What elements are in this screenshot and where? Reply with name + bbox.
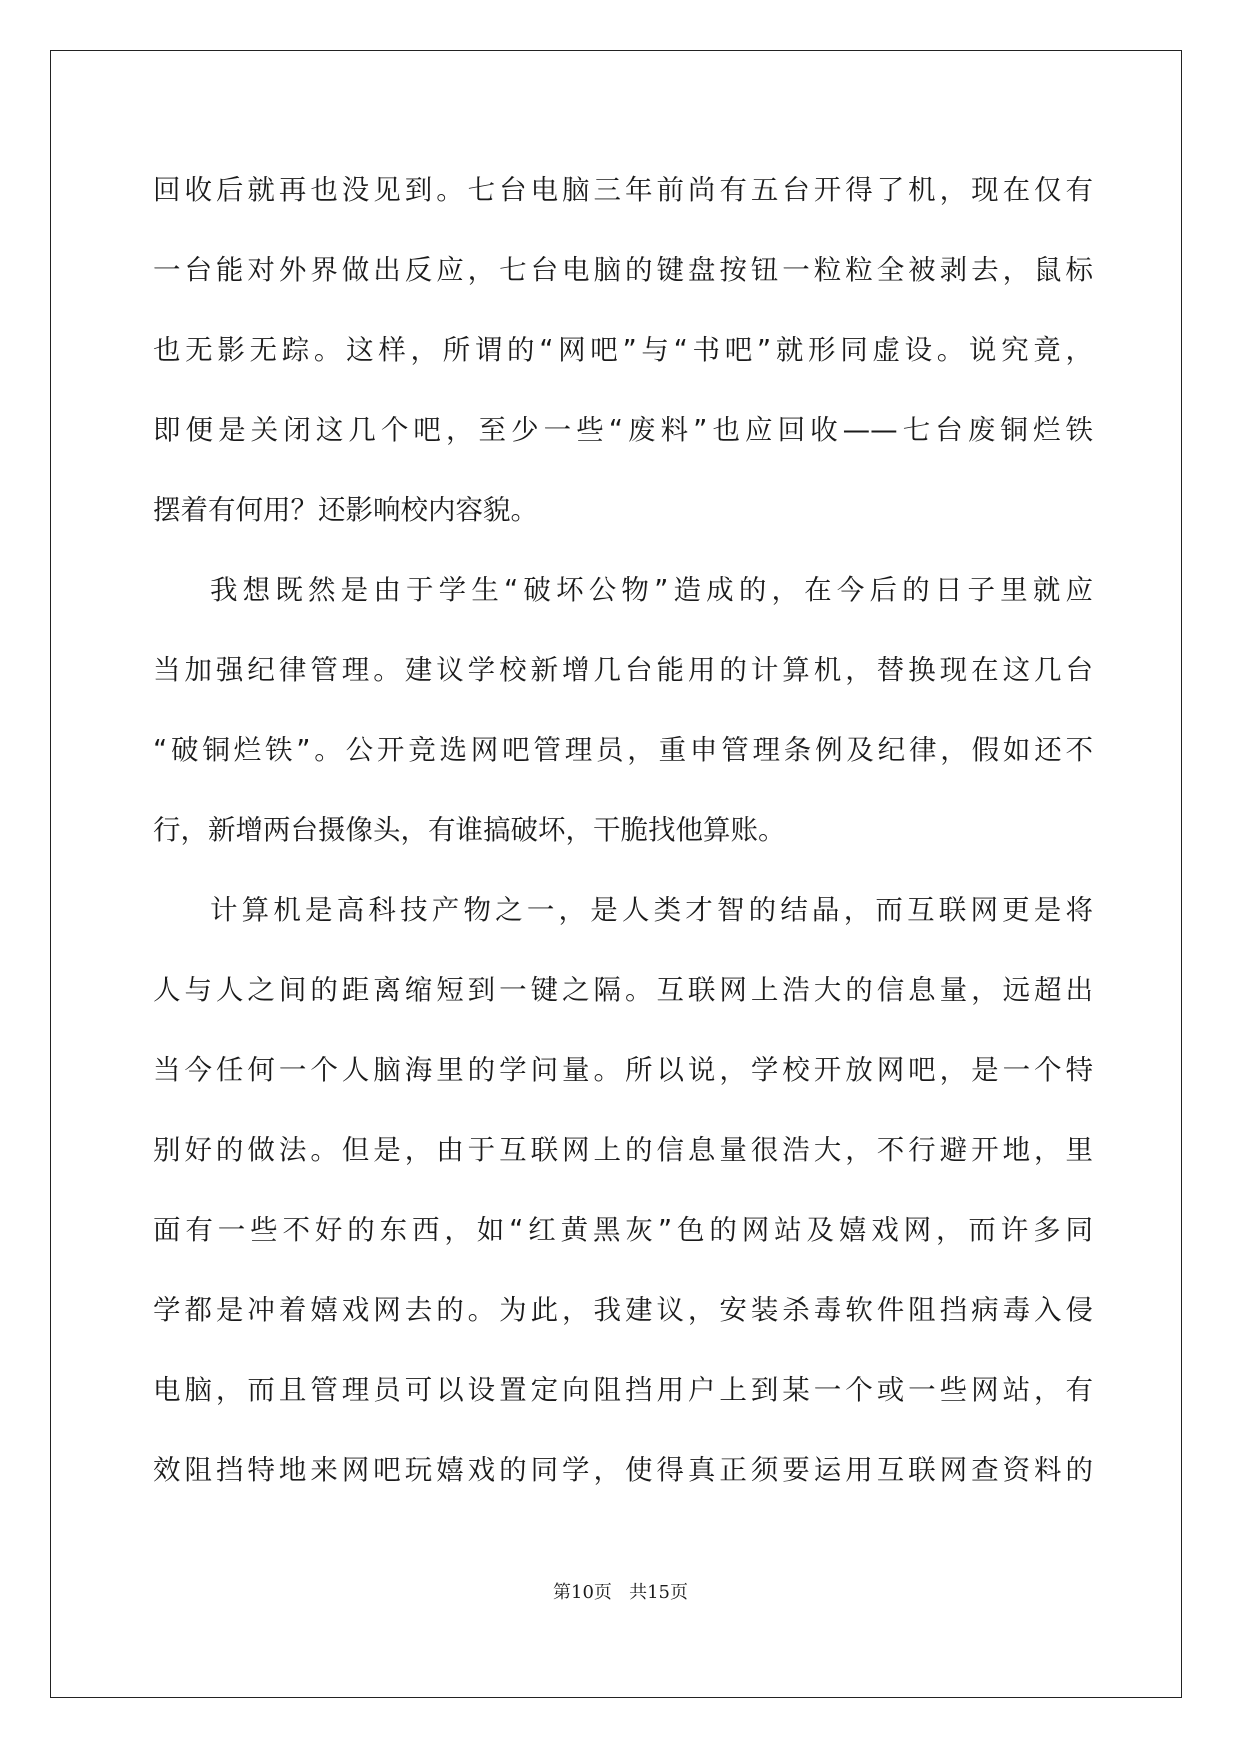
paragraph-2-line-2: 当加强纪律管理。建议学校新增几台能用的计算机，替换现在这几台 [153,654,1093,686]
paragraph-3-line-2: 人与人之间的距离缩短到一键之隔。互联网上浩大的信息量，远超出 [153,974,1093,1006]
paragraph-1-line-2: 一台能对外界做出反应，七台电脑的键盘按钮一粒粒全被剥去，鼠标 [153,254,1093,286]
paragraph-3-line-3: 当今任何一个人脑海里的学问量。所以说，学校开放网吧，是一个特 [153,1054,1093,1086]
paragraph-3-line-6: 学都是冲着嬉戏网去的。为此，我建议，安装杀毒软件阻挡病毒入侵 [153,1294,1093,1326]
paragraph-3-line-1: 计算机是高科技产物之一，是人类才智的结晶，而互联网更是将 [210,894,1093,926]
paragraph-1-line-1: 回收后就再也没见到。七台电脑三年前尚有五台开得了机，现在仅有 [153,174,1093,206]
paragraph-2-line-3: “破铜烂铁”。公开竞选网吧管理员，重申管理条例及纪律，假如还不 [153,734,1093,766]
paragraph-3-line-5: 面有一些不好的东西，如“红黄黑灰”色的网站及嬉戏网，而许多同 [153,1214,1093,1246]
paragraph-2-line-4: 行，新增两台摄像头，有谁搞破坏，干脆找他算账。 [153,814,786,846]
paragraph-1-line-5: 摆着有何用？还影响校内容貌。 [153,494,538,526]
paragraph-1-line-3: 也无影无踪。这样，所谓的“网吧”与“书吧”就形同虚设。说究竟， [153,334,1093,366]
paragraph-1-line-4: 即便是关闭这几个吧，至少一些“废料”也应回收——七台废铜烂铁 [153,414,1093,446]
paragraph-3-line-4: 别好的做法。但是，由于互联网上的信息量很浩大，不行避开地，里 [153,1134,1093,1166]
paragraph-3-line-7: 电脑，而且管理员可以设置定向阻挡用户上到某一个或一些网站，有 [153,1374,1093,1406]
paragraph-3-line-8: 效阻挡特地来网吧玩嬉戏的同学，使得真正须要运用互联网查资料的 [153,1454,1093,1486]
page-footer: 第10页 共15页 [553,1582,688,1603]
paragraph-2-line-1: 我想既然是由于学生“破坏公物”造成的，在今后的日子里就应 [210,574,1093,606]
